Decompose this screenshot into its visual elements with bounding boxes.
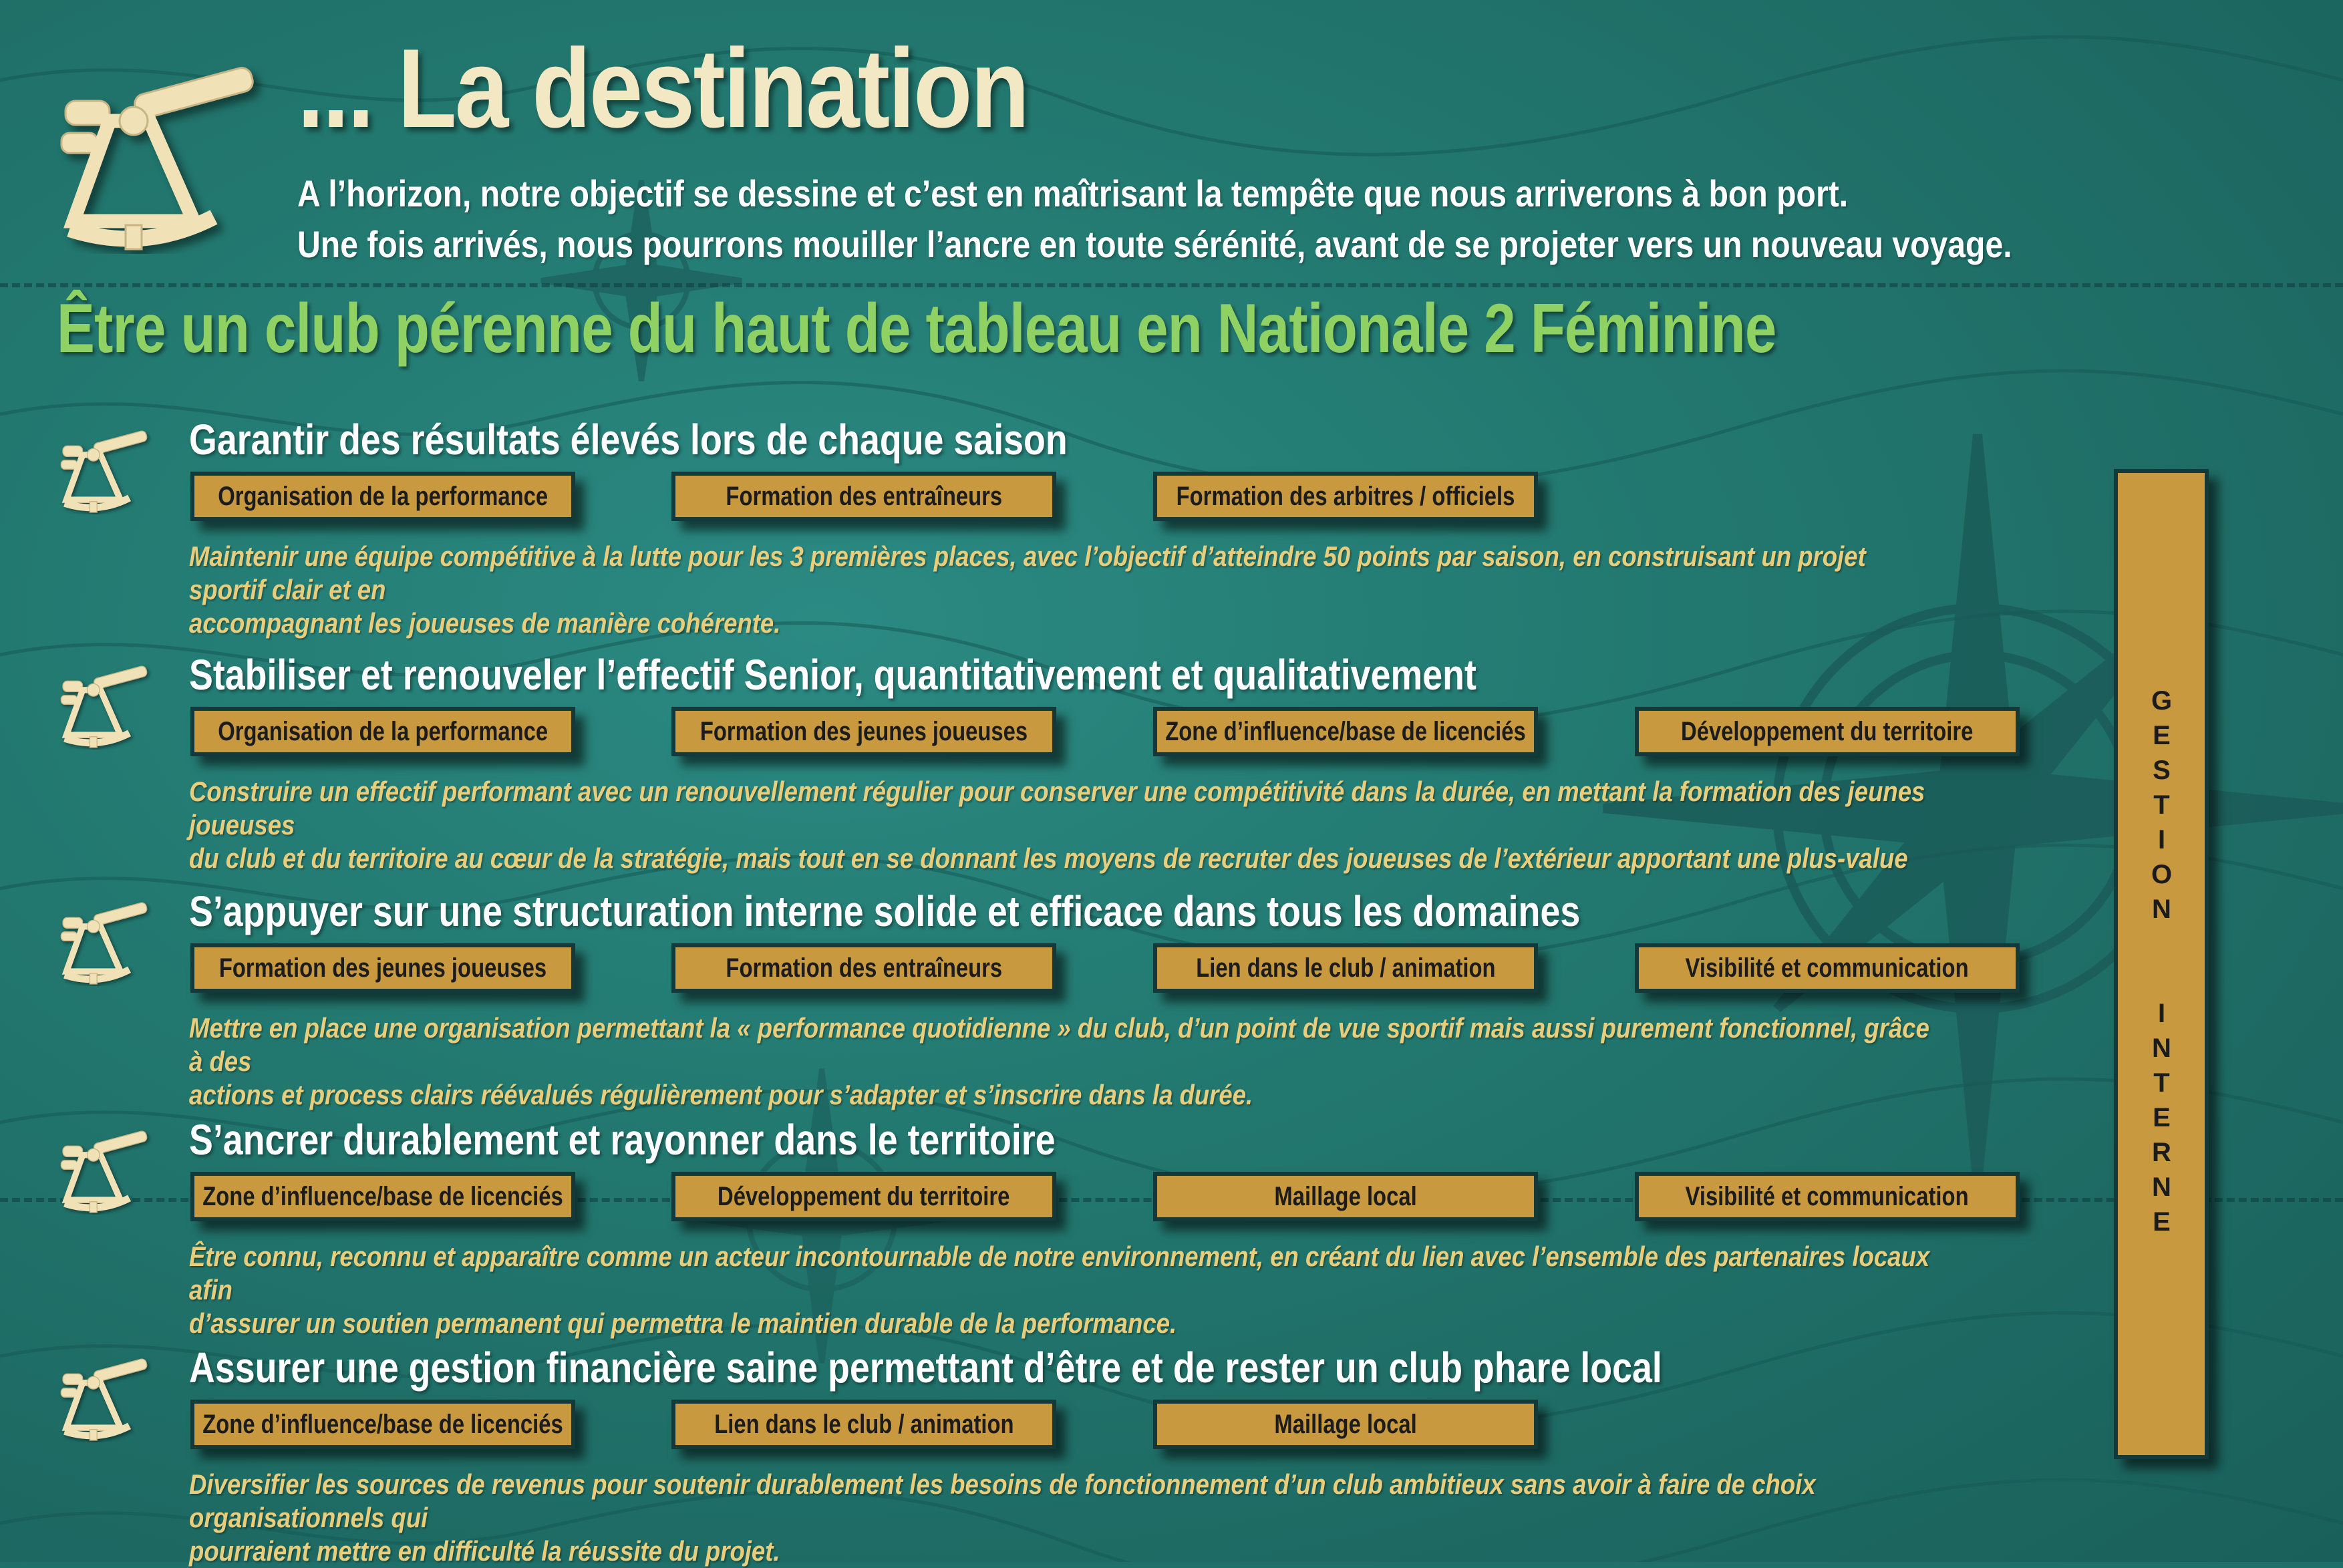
description-line: Être connu, reconnu et apparaître comme un acteur incontournable de notre environnement, en créant du lien avec l’ensemble des partenaires locaux afin [189,1241,1930,1305]
theme-tag-label: Visibilité et communication [1685,1181,1970,1211]
theme-tag-label: Développement du territoire [718,1181,1010,1211]
main-goal-heading: Être un club pérenne du haut de tableau en Nationale 2 Féminine [57,290,1776,367]
theme-tag-label: Lien dans le club / animation [714,1409,1014,1439]
theme-tag [1635,1172,2020,1221]
theme-tag-label: Organisation de la performance [218,481,548,511]
theme-tag [1153,1400,1538,1449]
description-line: accompagnant les joueuses de manière cohérente. [189,607,781,639]
theme-tag-label: Maillage local [1274,1181,1417,1211]
theme-tag-label: Zone d’influence/base de licenciés [202,1409,563,1439]
sextant-icon [53,60,274,254]
sextant-icon [57,663,156,750]
theme-tag-label: Zone d’influence/base de licenciés [1165,716,1526,746]
theme-tag-label: Formation des entraîneurs [726,953,1002,983]
description-line: pourraient mettre en difficulté la réussite du projet. [189,1535,780,1567]
theme-tag [1153,1172,1538,1221]
theme-tag-label: Zone d’influence/base de licenciés [202,1181,563,1211]
theme-tag [1153,472,1538,521]
gestion-interne-bar [2114,469,2209,1459]
sextant-icon [57,428,156,514]
theme-tag [671,707,1056,756]
description-line: du club et du territoire au cœur de la stratégie, mais tout en se donnant les moyens de recruter des joueuses de l’extérieur apportant une plus-value [189,842,1908,874]
objective-heading: S’appuyer sur une structuration interne solide et efficace dans tous les domaines [189,887,1581,935]
objective-description [189,775,1933,875]
objective-description [189,1011,1933,1112]
theme-tag-label: Formation des arbitres / officiels [1176,481,1515,511]
objective-description [189,1468,1933,1568]
sextant-icon [57,899,156,986]
theme-tag-label: Maillage local [1274,1409,1417,1439]
theme-tag [190,1400,575,1449]
objective-heading: Assurer une gestion financière saine permettant d’être et de rester un club phare local [189,1344,1662,1392]
theme-tag [671,472,1056,521]
page-title: ... La destination [297,25,1028,151]
objective-heading: S’ancrer durablement et rayonner dans le territoire [189,1116,1056,1164]
theme-tag [1153,707,1538,756]
theme-tag [1635,707,2020,756]
objective-heading: Stabiliser et renouveler l’effectif Senior, quantitativement et qualitativement [189,651,1476,699]
sextant-icon [57,1356,156,1442]
theme-tag [190,472,575,521]
theme-tag [190,943,575,993]
theme-tag-label: Formation des jeunes joueuses [218,953,547,983]
theme-tag-label: Organisation de la performance [218,716,548,746]
theme-tag [190,1172,575,1221]
intro-line: A l’horizon, notre objectif se dessine et c’est en maîtrisant la tempête que nous arriverons à bon port. [297,172,1849,214]
intro-text [297,168,2078,270]
theme-tag [671,1172,1056,1221]
theme-tag-label: Formation des jeunes joueuses [699,716,1028,746]
sextant-icon [57,1128,156,1215]
objective-heading: Garantir des résultats élevés lors de chaque saison [189,416,1068,464]
theme-tag [671,943,1056,993]
theme-tag-label: Formation des entraîneurs [726,481,1002,511]
theme-tag-label: Lien dans le club / animation [1195,953,1496,983]
theme-tag-label: Développement du territoire [1681,716,1974,746]
theme-tag [671,1400,1056,1449]
objective-description [189,1240,1933,1340]
theme-tag [190,707,575,756]
theme-tag-label: Visibilité et communication [1685,953,1970,983]
description-line: actions et process clairs réévalués régulièrement pour s’adapter et s’inscrire dans la durée. [189,1079,1253,1110]
theme-tag [1153,943,1538,993]
theme-tag [1635,943,2020,993]
description-line: Construire un effectif performant avec un renouvellement régulier pour conserver une compétitivité dans la durée, en mettant la formation des jeunes joueuses [189,776,1925,840]
description-line: Diversifier les sources de revenus pour soutenir durablement les besoins de fonctionnement d’un club ambitieux sans avoir à faire de choix organisationnels qui [189,1468,1816,1533]
objective-description [189,540,1933,640]
description-line: Mettre en place une organisation permettant la « performance quotidienne » du club, d’un point de vue sportif mais aussi purement fonctionnel, grâce à des [189,1012,1929,1077]
description-line: Maintenir une équipe compétitive à la lutte pour les 3 premières places, avec l’objectif d’atteindre 50 points par saison, en construisant un projet sportif clair et en [189,540,1866,605]
gestion-interne-label: GESTION INTERNE [2147,686,2177,1242]
description-line: d’assurer un soutien permanent qui permettra le maintien durable de la performance. [189,1307,1177,1339]
intro-line: Une fois arrivés, nous pourrons mouiller l’ancre en toute sérénité, avant de se projeter vers un nouveau voyage. [297,223,2012,265]
